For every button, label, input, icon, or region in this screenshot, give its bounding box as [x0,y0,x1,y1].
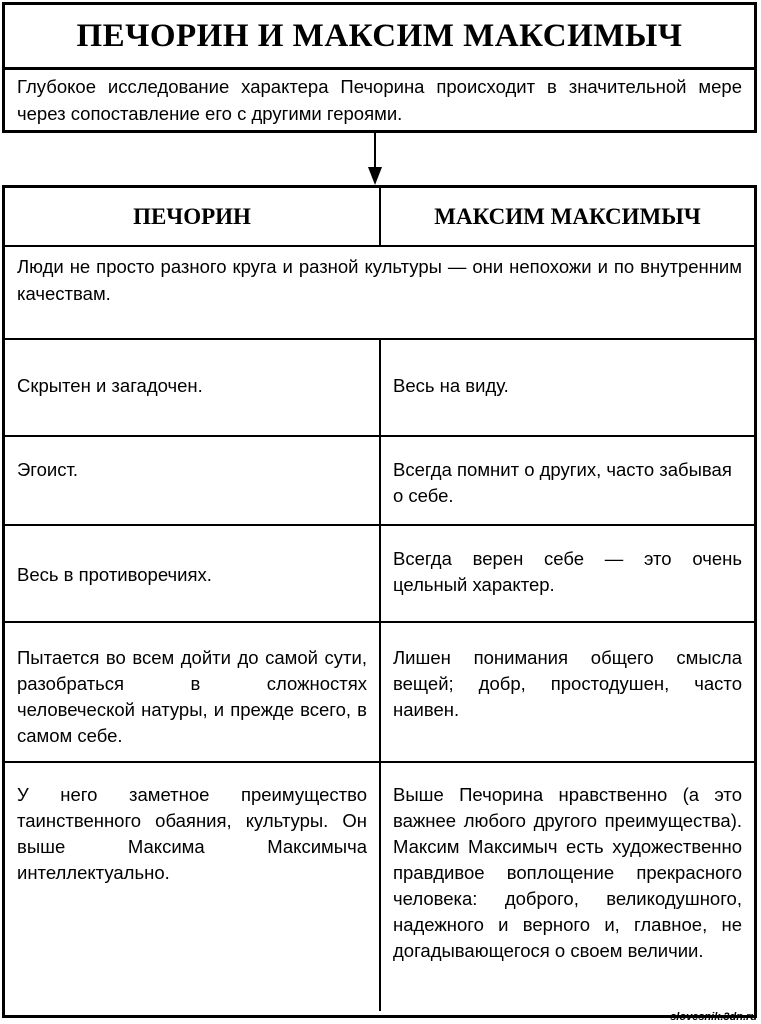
page-title: ПЕЧОРИН И МАКСИМ МАКСИМЫЧ [76,17,683,54]
comparison-table [2,185,757,1018]
table-header-row [5,188,754,245]
header-pechorin: ПЕЧОРИН [133,203,251,229]
span-row [5,245,754,338]
cell-left: Весь в противоречиях. [17,564,212,585]
cell-left: Эгоист. [17,459,79,480]
cell-right: Лишен понимания общего смысла вещей; добр, простодушен, часто наивен. [393,647,742,720]
cell-right: Выше Печорина нравственно (а это важнее любого другого преимущества). Максим Максимыч есть художественно правдивое воплощение прекрасного человека: доброго, великодушного, надежного и верного и, главное, не догадывающегося о своем величии. [393,784,742,961]
header-maksim: МАКСИМ МАКСИМЫЧ [434,203,701,229]
cell-left: У него заметное преимущество таинственного обаяния, культуры. Он выше Максима Максимыча интеллектуально. [17,784,367,883]
down-arrow-icon [368,133,382,185]
table-row [5,435,754,524]
table-row [5,524,754,621]
table-row [5,761,754,1011]
cell-right: Весь на виду. [393,375,509,396]
cell-right: Всегда помнит о других, часто забывая о себе. [393,459,732,506]
watermark: slovesnik.3dn.ru [670,1011,757,1023]
title-box [2,2,757,70]
table-row [5,621,754,761]
span-row-text: Люди не просто разного круга и разной культуры — они непохожи и по внутренним качествам. [17,256,742,304]
cell-left: Скрытен и загадочен. [17,375,203,396]
cell-right: Всегда верен себе — это очень цельный характер. [393,548,742,595]
intro-box [2,67,757,133]
intro-text: Глубокое исследование характера Печорина происходит в значительной мере через сопоставление его с другими героями. [17,76,742,124]
table-row [5,338,754,435]
cell-left: Пытается во всем дойти до самой сути, разобраться в сложностях человеческой натуры, и прежде всего, в самом себе. [17,647,367,746]
